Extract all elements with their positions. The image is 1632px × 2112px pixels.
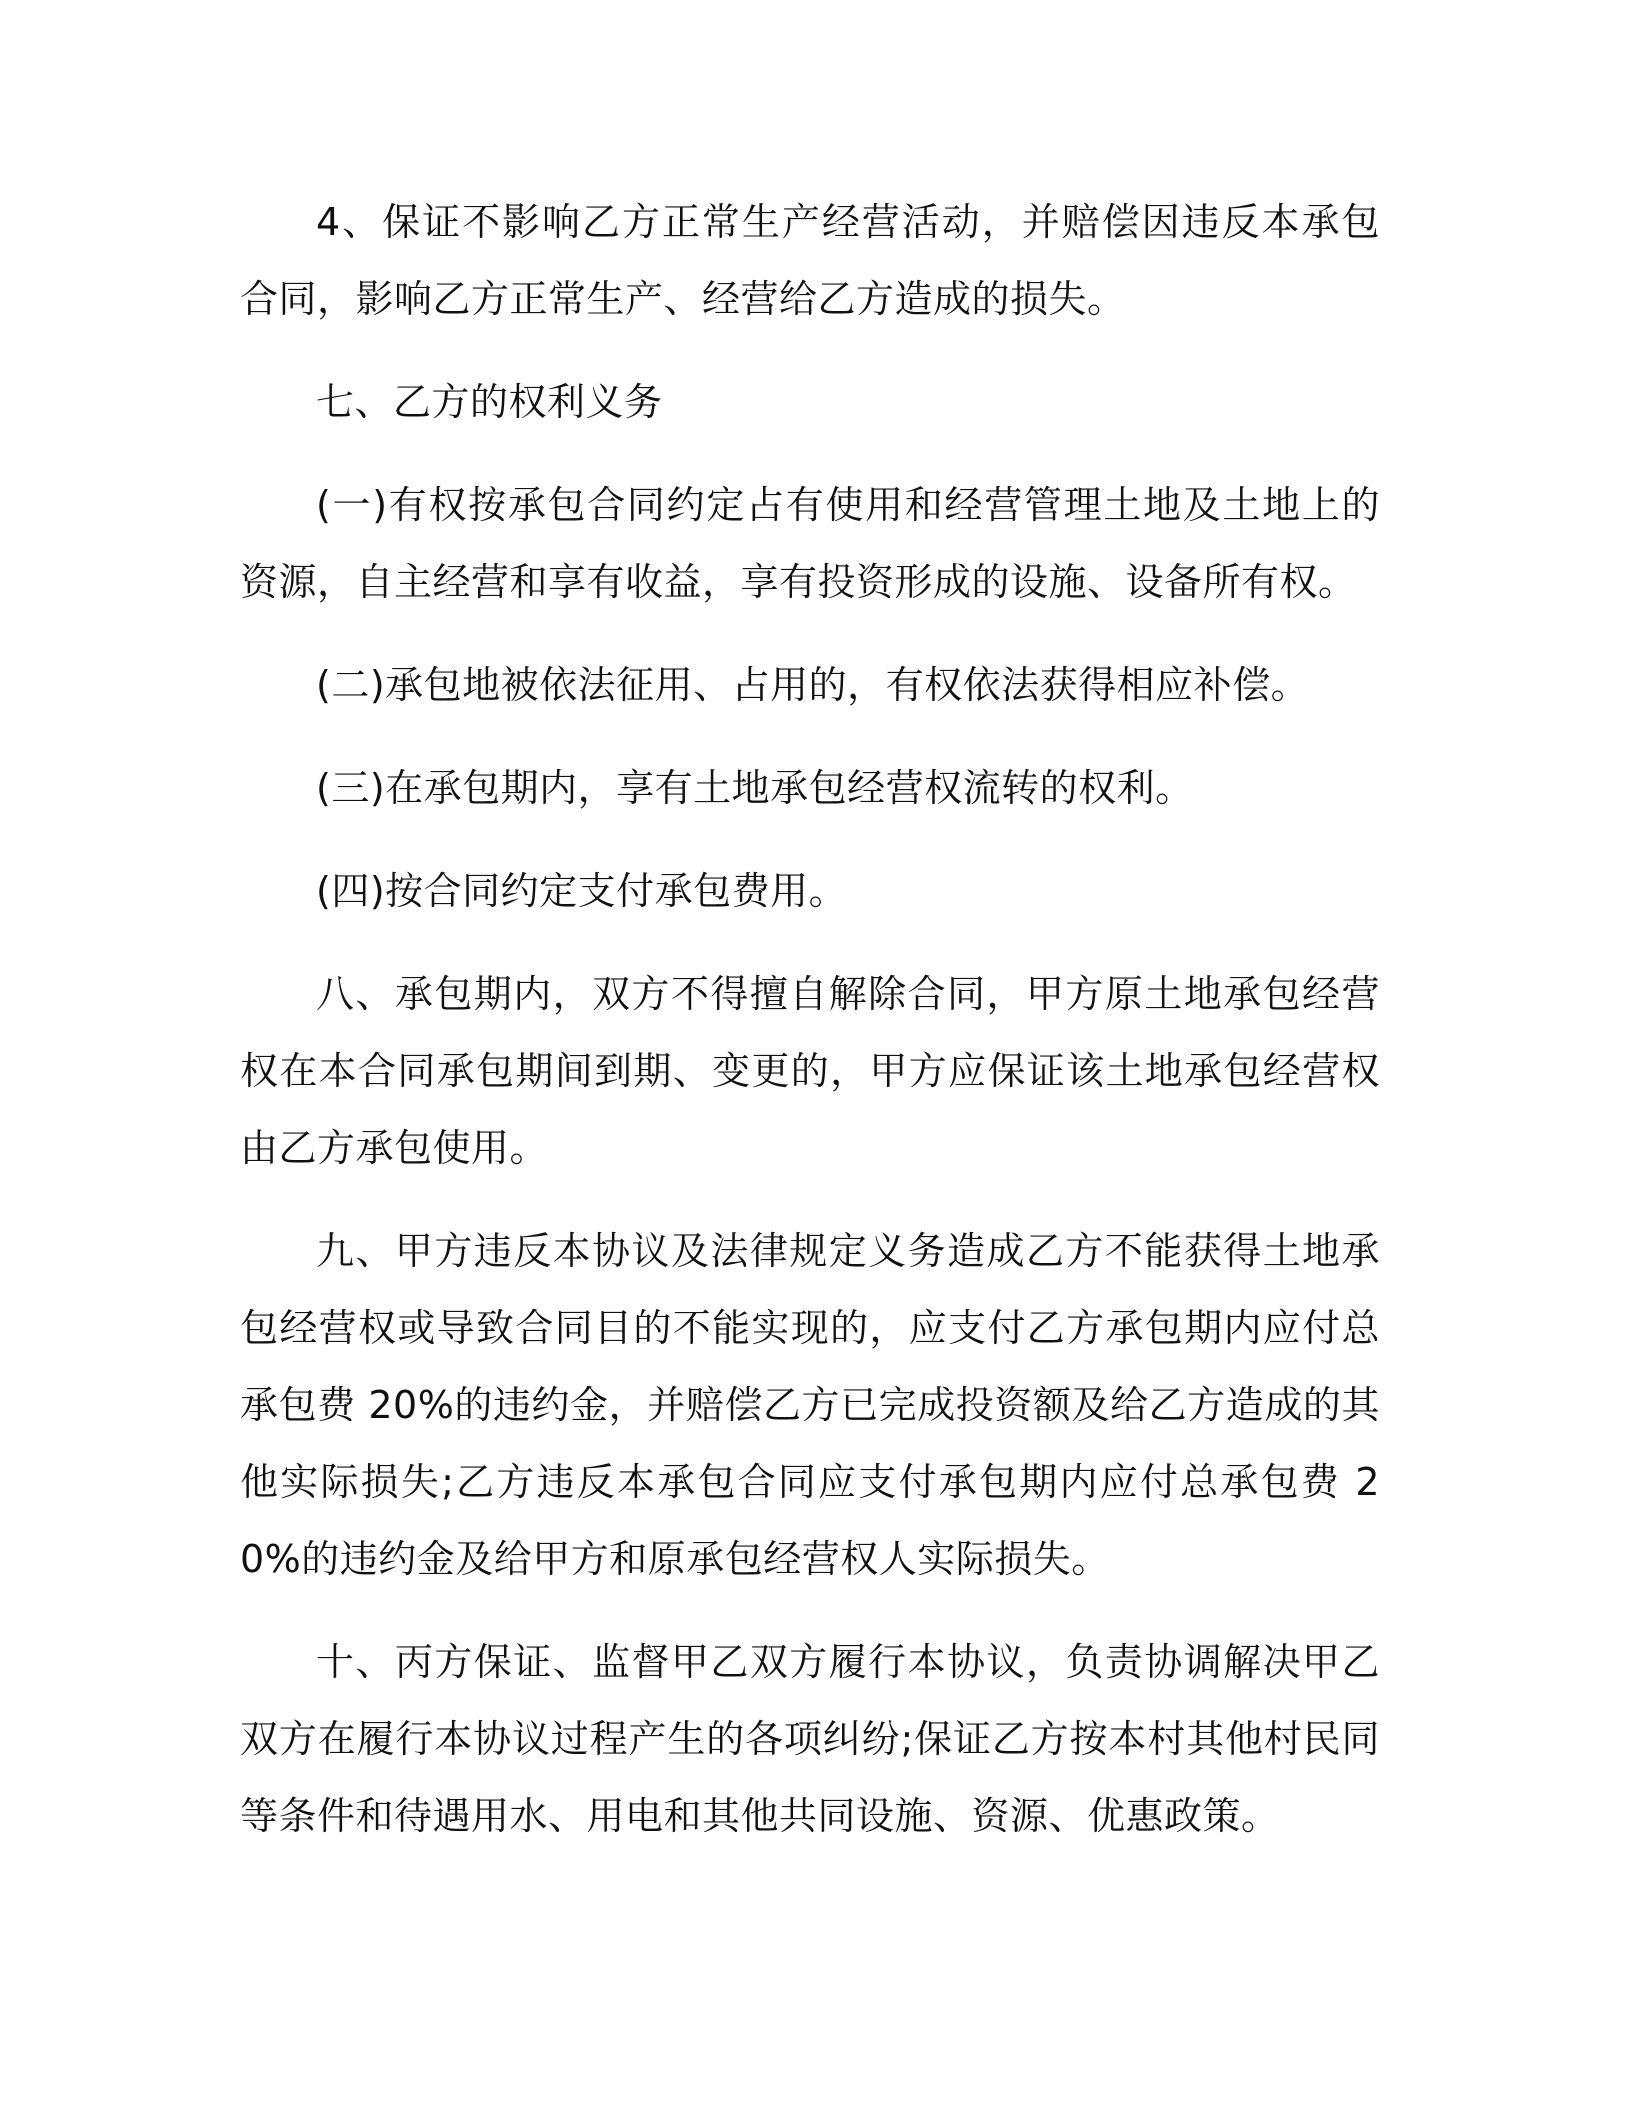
paragraph-item-1: (一)有权按承包合同约定占有使用和经营管理土地及土地上的资源，自主经营和享有收益，享有投资形成的设施、设备所有权。: [240, 483, 1380, 604]
paragraph-section-9: 九、甲方违反本协议及法律规定义务造成乙方不能获得土地承包经营权或导致合同目的不能实现的，应支付乙方承包期内应付总承包费 20%的违约金，并赔偿乙方已完成投资额及给乙方造成的其他实际损失;乙方违反本承包合同应支付承包期内应付总承包费 20%的违约金及给甲方和原承包经营权人实际损失。: [240, 1229, 1380, 1581]
paragraph-item-3: (三)在承包期内，享有土地承包经营权流转的权利。: [316, 766, 1194, 810]
paragraph-item-2: (二)承包地被依法征用、占用的，有权依法获得相应补偿。: [316, 663, 1310, 707]
document-body: [240, 184, 1380, 1881]
paragraph-section-10: 十、丙方保证、监督甲乙双方履行本协议，负责协调解决甲乙双方在履行本协议过程产生的各项纠纷;保证乙方按本村其他村民同等条件和待遇用水、用电和其他共同设施、资源、优惠政策。: [240, 1640, 1380, 1838]
paragraph-section-8: 八、承包期内，双方不得擅自解除合同，甲方原土地承包经营权在本合同承包期间到期、变更的，甲方应保证该土地承包经营权由乙方承包使用。: [240, 972, 1380, 1170]
heading-section-7: 七、乙方的权利义务: [316, 380, 663, 424]
paragraph-item-4: (四)按合同约定支付承包费用。: [316, 869, 848, 913]
paragraph-clause-4: 4、保证不影响乙方正常生产经营活动，并赔偿因违反本承包合同，影响乙方正常生产、经营给乙方造成的损失。: [240, 200, 1380, 321]
